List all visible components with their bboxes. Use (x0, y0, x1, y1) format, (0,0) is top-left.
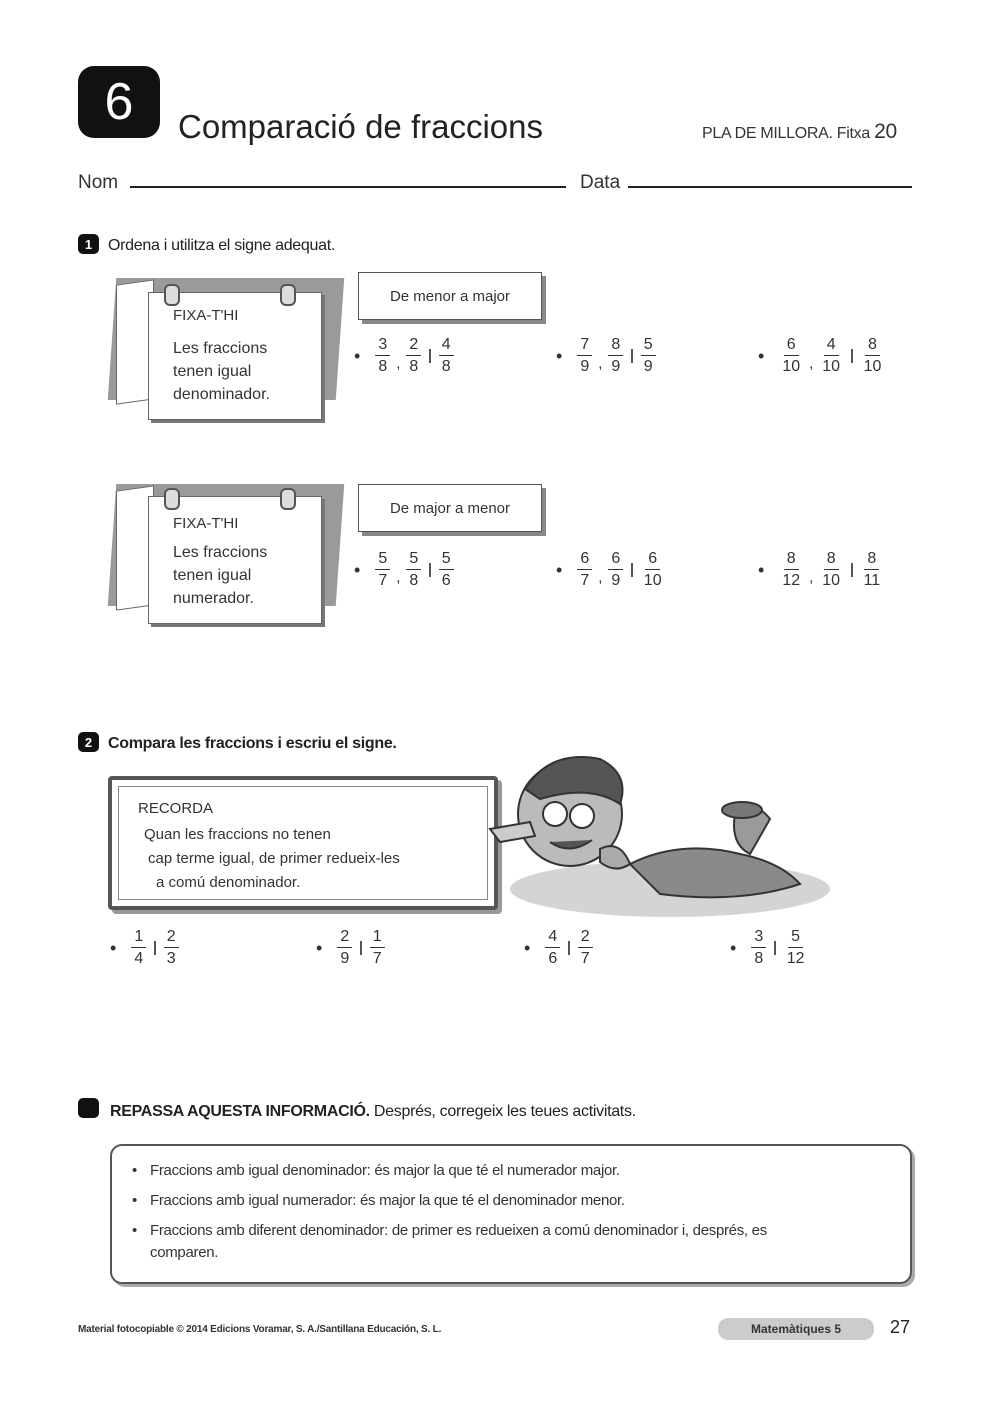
review-list (132, 1160, 832, 1264)
bullet-icon: • (758, 559, 765, 580)
review-item: • Fraccions amb igual numerador: és major la que té el denominador menor. (132, 1190, 832, 1212)
fraction: $\frac{5}{8}$ (406, 550, 421, 589)
order-tab-descending: De major a menor (358, 484, 542, 532)
ring-icon (280, 284, 296, 306)
kid-illustration (480, 744, 840, 924)
fraction: $\frac{5}{12}$ (786, 928, 805, 967)
answer-separator[interactable] (631, 349, 633, 363)
note-card (148, 496, 322, 624)
bullet-icon: • (524, 937, 531, 958)
copyright-notice: Material fotocopiable © 2014 Edicions Voramar, S. A./Santillana Educación, S. L. (78, 1324, 442, 1335)
note-line: numerador. (173, 590, 254, 607)
bullet-icon: • (110, 937, 117, 958)
answer-separator[interactable] (429, 563, 431, 577)
answer-separator[interactable] (360, 941, 362, 955)
page-number: 27 (890, 1317, 911, 1337)
remember-line: a comú denominador. (156, 874, 301, 891)
exercise-2-3 (524, 928, 596, 967)
remember-line: cap terme igual, de primer redueix-les (148, 850, 400, 867)
exercise-2-4 (730, 928, 811, 967)
answer-separator[interactable] (429, 349, 431, 363)
exercise-1-6: • $\frac{8}{12}$ , $\frac{8}{10}$ $\frac{8}{11}$ (758, 550, 886, 589)
date-field[interactable] (628, 186, 912, 188)
note-line: denominador. (173, 386, 270, 403)
fraction: $\frac{4}{6}$ (545, 928, 560, 967)
note-line: tenen igual (173, 567, 252, 584)
fraction: $\frac{2}{9}$ (337, 928, 352, 967)
activity-2-instruction: Compara les fraccions i escriu el signe. (108, 735, 397, 752)
remember-inner (118, 786, 488, 900)
date-label: Data (580, 172, 621, 193)
answer-separator[interactable] (568, 941, 570, 955)
fraction: $\frac{5}{9}$ (641, 336, 656, 375)
remember-line: Quan les fraccions no tenen (144, 826, 331, 843)
plan-text: PLA DE MILLORA. Fitxa (702, 125, 870, 142)
fraction: $\frac{7}{9}$ (577, 336, 592, 375)
bullet-icon: • (354, 559, 361, 580)
note-title: FIXA-T'HI (173, 515, 239, 532)
bullet-icon: • (132, 1192, 137, 1209)
ring-icon (280, 488, 296, 510)
answer-separator[interactable] (154, 941, 156, 955)
bullet-icon: • (354, 345, 361, 366)
exercise-1-5: • $\frac{6}{7}$ , $\frac{6}{9}$ $\frac{6}{10}$ (556, 550, 668, 589)
note-card (148, 292, 322, 420)
answer-separator[interactable] (851, 563, 853, 577)
ring-icon (164, 488, 180, 510)
bullet-icon: • (556, 559, 563, 580)
bullet-icon: • (132, 1162, 137, 1179)
activity-1-instruction: Ordena i utilitza el signe adequat. (108, 237, 335, 254)
page-title: Comparació de fraccions (178, 108, 543, 145)
answer-separator[interactable] (851, 349, 853, 363)
exercise-1-1: • $\frac{3}{8}$ , $\frac{2}{8}$ $\frac{4}{8}$ (354, 336, 457, 375)
bullet-icon: • (556, 345, 563, 366)
remember-title: RECORDA (138, 800, 214, 817)
activity-2-badge: 2 (78, 732, 99, 752)
exercise-1-2: • $\frac{7}{9}$ , $\frac{8}{9}$ $\frac{5}{9}$ (556, 336, 659, 375)
review-instruction-rest: Després, corregeix les teues activitats. (369, 1103, 636, 1120)
note-body (173, 541, 267, 610)
review-item: • Fraccions amb igual denominador: és major la que té el numerador major. (132, 1160, 832, 1182)
fraction: $\frac{6}{10}$ (643, 550, 662, 589)
bullet-icon: • (316, 937, 323, 958)
exercise-1-3: • $\frac{6}{10}$ , $\frac{4}{10}$ $\frac{8}{10}$ (758, 336, 887, 375)
fraction: $\frac{6}{9}$ (608, 550, 623, 589)
review-box (110, 1144, 912, 1284)
plan-label (702, 120, 897, 144)
book-label: Matemàtiques 5 (718, 1318, 874, 1340)
name-label: Nom (78, 172, 119, 193)
fraction: $\frac{8}{12}$ (782, 550, 801, 589)
review-badge (78, 1098, 99, 1118)
note-title: FIXA-T'HI (173, 307, 239, 324)
order-tab-ascending: De menor a major (358, 272, 542, 320)
note-line: tenen igual (173, 363, 252, 380)
note-line: Les fraccions (173, 544, 268, 561)
unit-number-badge: 6 (78, 66, 160, 138)
bullet-icon: • (758, 345, 765, 366)
note-line: Les fraccions (173, 340, 268, 357)
fraction: $\frac{1}{4}$ (131, 928, 146, 967)
fraction: $\frac{1}{7}$ (370, 928, 385, 967)
fraction: $\frac{3}{8}$ (375, 336, 390, 375)
fraction: $\frac{4}{8}$ (439, 336, 454, 375)
exercise-1-4: • $\frac{5}{7}$ , $\frac{5}{8}$ $\frac{5}{6}$ (354, 550, 457, 589)
fraction: $\frac{2}{3}$ (164, 928, 179, 967)
ring-icon (164, 284, 180, 306)
activity-1-badge: 1 (78, 234, 99, 254)
answer-separator[interactable] (774, 941, 776, 955)
remember-box (108, 776, 498, 910)
exercise-2-1 (110, 928, 182, 967)
name-field[interactable] (130, 186, 566, 188)
fraction: $\frac{4}{10}$ (822, 336, 841, 375)
fraction: $\frac{8}{10}$ (822, 550, 841, 589)
fraction: $\frac{2}{8}$ (406, 336, 421, 375)
fraction: $\frac{6}{7}$ (577, 550, 592, 589)
fraction: $\frac{6}{10}$ (782, 336, 801, 375)
review-instruction-bold: REPASSA AQUESTA INFORMACIÓ. (110, 1103, 370, 1120)
fraction: $\frac{8}{10}$ (863, 336, 882, 375)
bullet-icon: • (132, 1222, 137, 1239)
bullet-icon: • (730, 937, 737, 958)
review-instruction (110, 1103, 636, 1121)
fraction: $\frac{8}{9}$ (608, 336, 623, 375)
review-item: • Fraccions amb diferent denominador: de primer es redueixen a comú denominador i, després, es comparen. (132, 1220, 792, 1264)
fraction: $\frac{5}{6}$ (439, 550, 454, 589)
note-body (173, 337, 270, 406)
answer-separator[interactable] (631, 563, 633, 577)
fraction: $\frac{2}{7}$ (578, 928, 593, 967)
fraction: $\frac{3}{8}$ (751, 928, 766, 967)
fraction: $\frac{8}{11}$ (863, 550, 881, 589)
fraction: $\frac{5}{7}$ (375, 550, 390, 589)
plan-number: 20 (874, 120, 897, 143)
exercise-2-2 (316, 928, 388, 967)
